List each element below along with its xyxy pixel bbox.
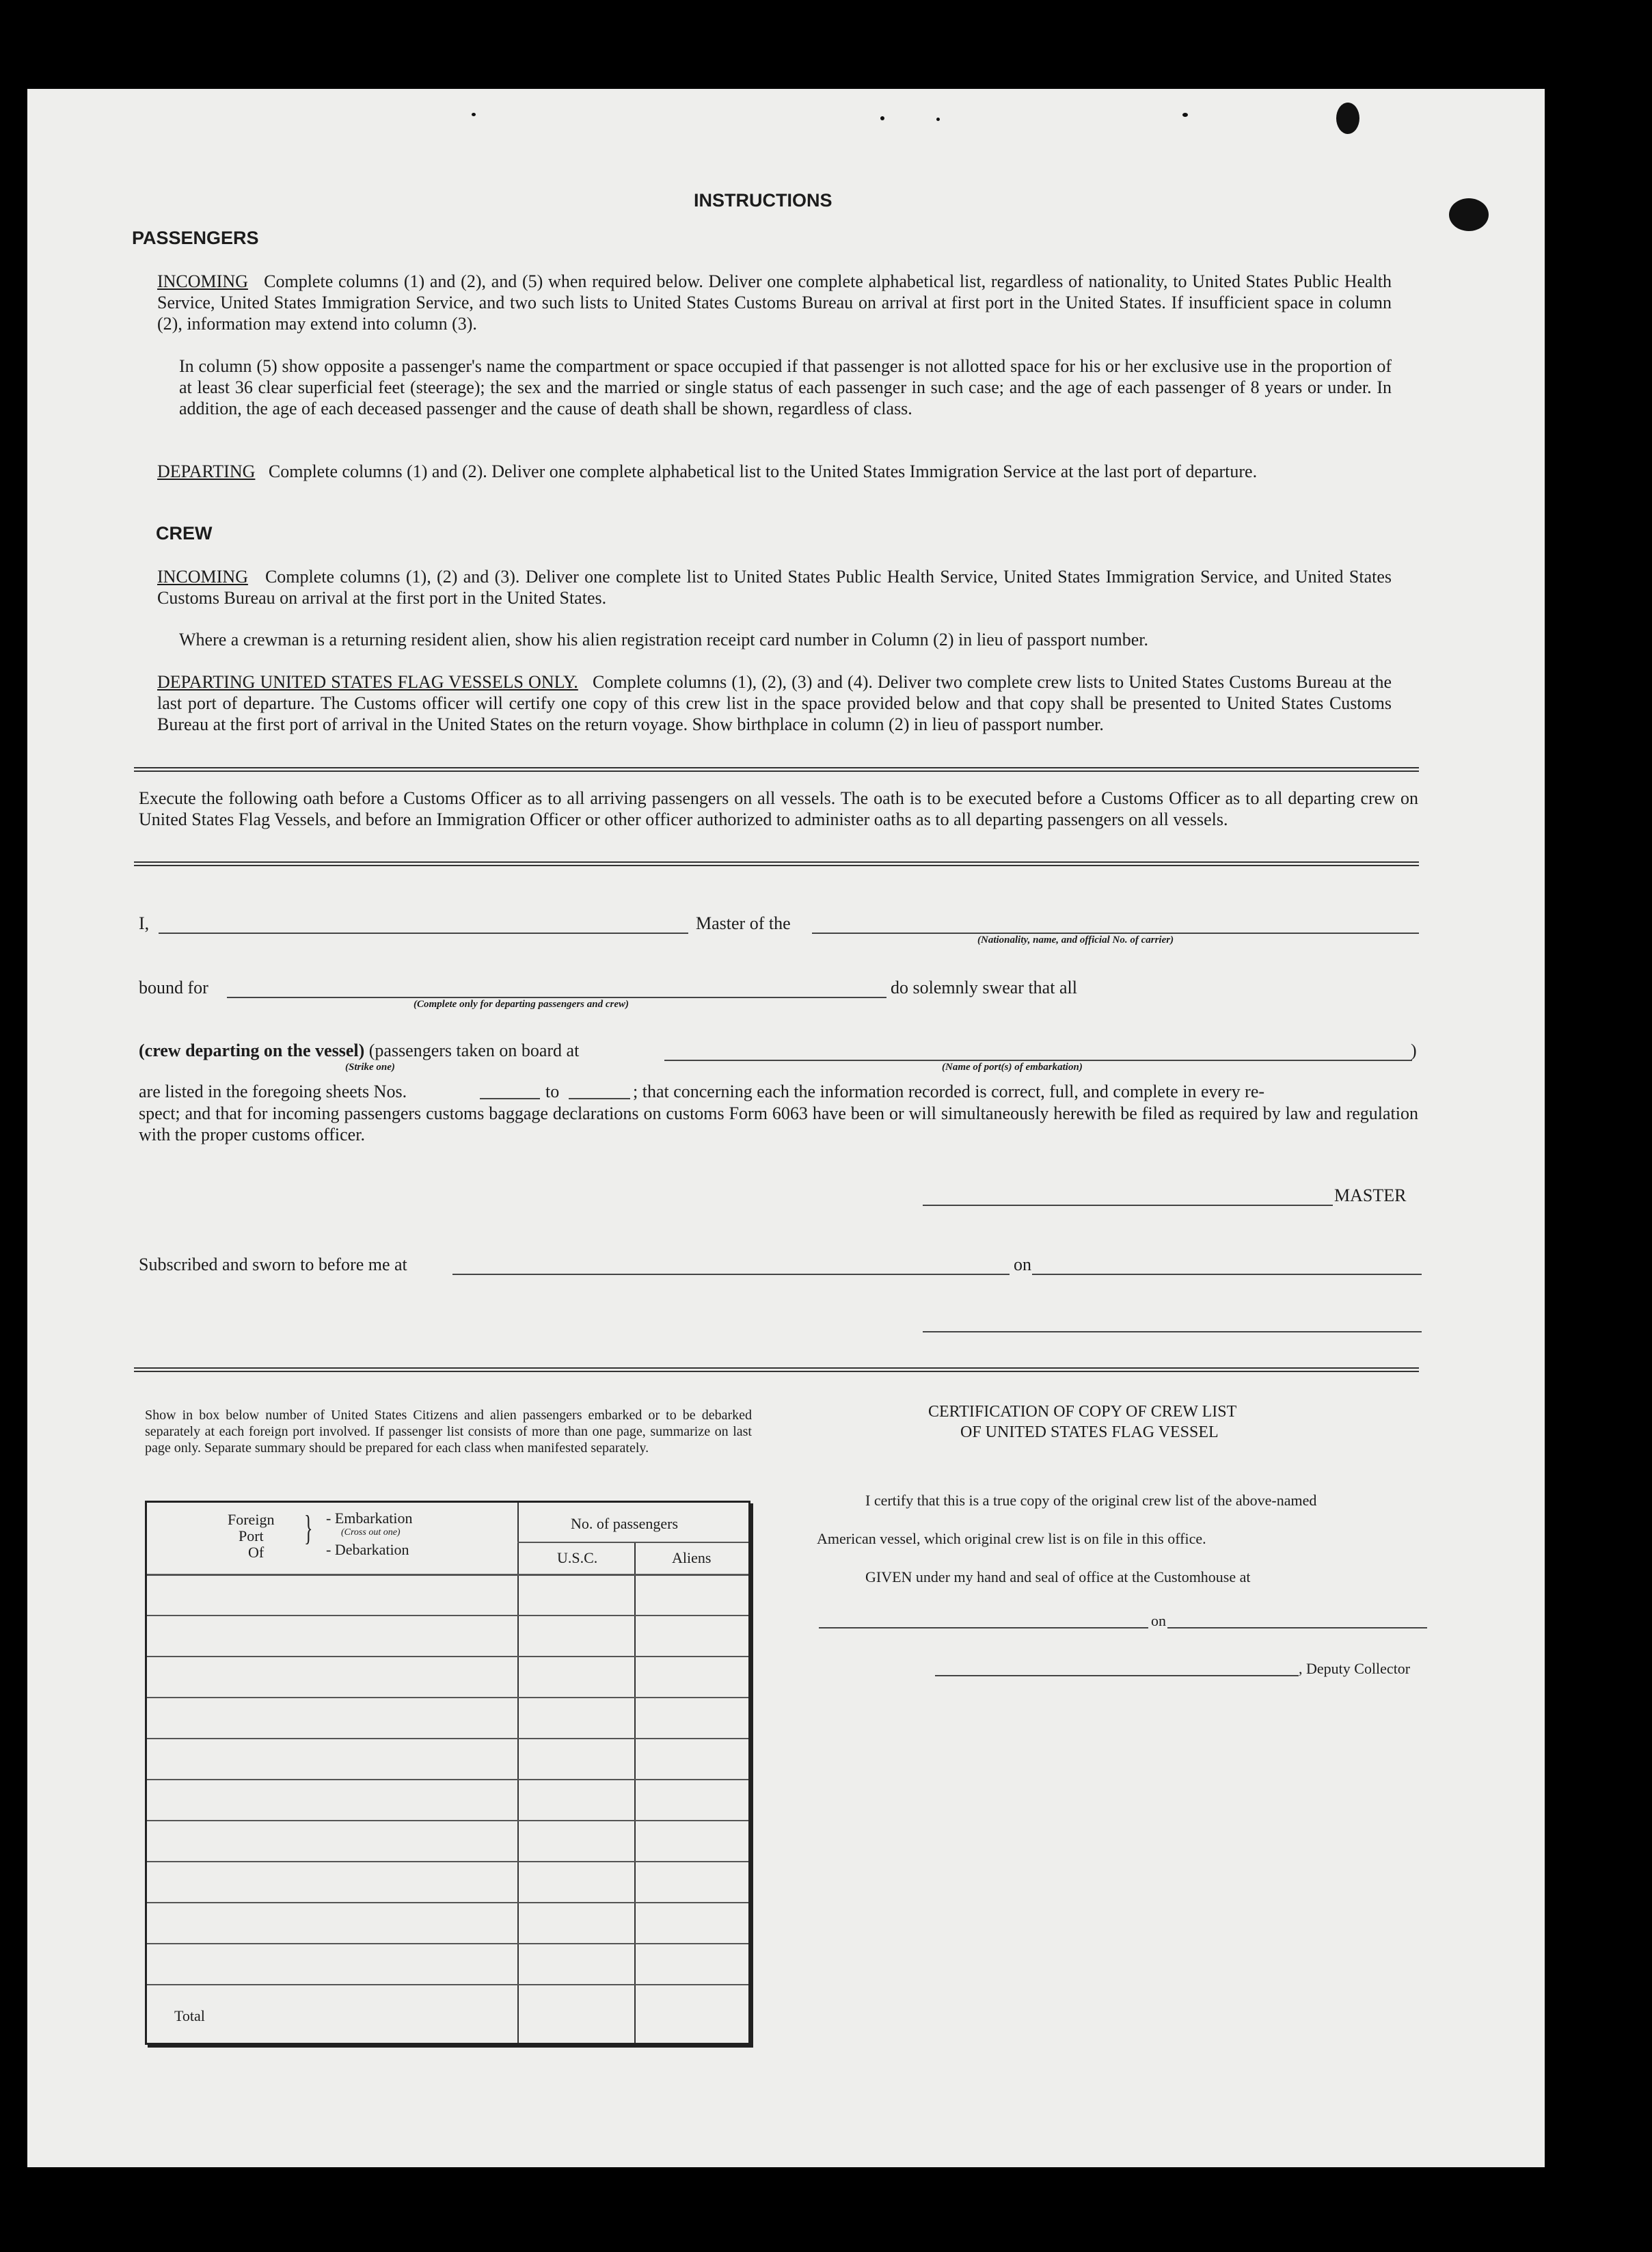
strike-one-caption: (Strike one): [345, 1062, 395, 1073]
crew-departing-label: DEPARTING UNITED STATES FLAG VESSELS ONLY.: [157, 672, 578, 692]
crew-departing-block: [157, 671, 1392, 735]
certify-line-1: I certify that this is a true copy of the original crew list of the above-named: [865, 1492, 1317, 1509]
master-signature-field[interactable]: [923, 1205, 1333, 1206]
speck: [1182, 113, 1188, 117]
certification-title-1: CERTIFICATION OF COPY OF CREW LIST: [928, 1403, 1237, 1421]
usc-header: U.S.C.: [557, 1549, 598, 1566]
ports-field[interactable]: [664, 1060, 1412, 1061]
crew-incoming-text: Complete columns (1), (2) and (3). Deliver one complete list to United States Public Health Service, United States Immigration Service, and United States Customs Bureau on arrival at the first port in the United States.: [157, 567, 1392, 608]
divider: [134, 861, 1419, 866]
passengers-departing-label: DEPARTING: [157, 461, 256, 481]
bound-for-field[interactable]: [227, 997, 886, 998]
speck: [880, 116, 884, 120]
bound-for-label: bound for: [139, 978, 208, 997]
box-instructions: Show in box below number of United States Citizens and alien passengers embarked or to be debarked separately at each foreign port involved. If passenger list consists of more than one page, summarize on last page only. Separate summary should be prepared for each class when manifested separately.: [145, 1408, 752, 1456]
ink-blot: [1449, 198, 1489, 231]
carrier-field[interactable]: [812, 933, 1419, 934]
crew-alien-note: Where a crewman is a returning resident alien, show his alien registration receipt card number in Column (2) in lieu of passport number.: [179, 630, 1149, 649]
cross-out-caption: (Cross out one): [341, 1527, 401, 1538]
column5-instructions: In column (5) show opposite a passenger's name the compartment or space occupied if that passenger is not allotted space for his or her exclusive use in the proportion of at least 36 clear superficial feet (steerage); the sex and the married or single status of each passenger in such case; and the age of each passenger of 8 years or under. In addition, the age of each deceased passenger and the cause of death shall be shown, regardless of class.: [179, 356, 1392, 418]
ink-blot: [1336, 103, 1359, 134]
table-row-line: [147, 1656, 748, 1657]
table-row-line: [147, 1820, 748, 1821]
master-name-field[interactable]: [159, 933, 688, 934]
sheet-to-field[interactable]: [569, 1098, 630, 1099]
passengers-heading: PASSENGERS: [132, 228, 259, 248]
crew-heading: CREW: [156, 523, 213, 544]
divider: [134, 1367, 1419, 1372]
cert-on-label: on: [1151, 1612, 1166, 1629]
port-label: Port: [239, 1527, 264, 1544]
speck: [936, 118, 940, 121]
total-label: Total: [174, 2007, 205, 2024]
table-header-rule: [147, 1574, 748, 1576]
table-row-line: [147, 1943, 748, 1944]
sheet-from-field[interactable]: [480, 1098, 540, 1099]
crew-departing-strike[interactable]: (crew departing on the vessel): [139, 1041, 365, 1060]
brace: }: [304, 1509, 313, 1548]
passengers-incoming-label: INCOMING: [157, 271, 248, 291]
do-swear-text: do solemnly swear that all: [891, 978, 1077, 997]
table-row-line: [147, 1738, 748, 1739]
close-paren: ): [1411, 1041, 1417, 1060]
table-row-line: [147, 1861, 748, 1862]
crew-incoming-label: INCOMING: [157, 567, 248, 587]
of-label: Of: [248, 1544, 265, 1561]
crew-departing-text: Complete columns (1), (2), (3) and (4). Deliver two complete crew lists to United States Customs Bureau at the last port of departure. The Customs officer will certify one copy of this crew list in the space provided below and that copy shall be presented to United States Customs Bureau at the first port of arrival in the United States on the return voyage. Show birthplace in column (2) in lieu of passport number.: [157, 672, 1392, 734]
listed-text-a: are listed in the foregoing sheets Nos.: [139, 1082, 407, 1101]
listed-text-b: ; that concerning each the information recorded is correct, full, and complete in every re-: [633, 1082, 1265, 1101]
passengers-taken-strike[interactable]: (passengers taken on board at: [368, 1041, 580, 1060]
nationality-caption: (Nationality, name, and official No. of carrier): [977, 935, 1174, 946]
foreign-label: Foreign: [228, 1511, 275, 1528]
passengers-incoming-block: [157, 271, 1392, 334]
no-of-passengers-header: No. of passengers: [571, 1515, 679, 1532]
master-label: MASTER: [1334, 1185, 1407, 1205]
passengers-departing-block: [157, 461, 1392, 482]
table-row-line: [147, 1984, 748, 1985]
table-row-line: [147, 1697, 748, 1698]
listed-to: to: [545, 1082, 560, 1101]
page-title: INSTRUCTIONS: [694, 190, 832, 211]
ports-caption: (Name of port(s) of embarkation): [942, 1062, 1083, 1073]
crew-incoming-block: [157, 566, 1392, 608]
certification-title-2: OF UNITED STATES FLAG VESSEL: [960, 1423, 1219, 1441]
table-column-divider: [517, 1503, 519, 2043]
subscribed-label: Subscribed and sworn to before me at: [139, 1255, 407, 1274]
master-of-the-label: Master of the: [696, 913, 791, 933]
sworn-date-field[interactable]: [1032, 1274, 1422, 1275]
cert-date-field[interactable]: [1167, 1627, 1427, 1628]
oath-spect-text: spect; and that for incoming passengers customs baggage declarations on customs Form 6063 have been or will simultaneously herewith be filed as required by law and regulation with the proper customs officer.: [139, 1103, 1418, 1144]
passengers-departing-text: Complete columns (1) and (2). Deliver one complete alphabetical list to the United States Immigration Service at the last port of departure.: [268, 461, 1258, 481]
table-column-divider: [634, 1542, 636, 2043]
debarkation-label[interactable]: - Debarkation: [326, 1541, 409, 1558]
table-header-divider: [517, 1542, 748, 1543]
aliens-header: Aliens: [672, 1549, 712, 1566]
table-row-line: [147, 1615, 748, 1616]
sworn-place-field[interactable]: [452, 1274, 1010, 1275]
oath-intro: Execute the following oath before a Customs Officer as to all arriving passengers on all vessels. The oath is to be executed before a Customs Officer as to all departing crew on United States Flag Vessels, and before an Immigration Officer or other officer authorized to administer oaths as to all departing passengers on all vessels.: [139, 788, 1418, 829]
crew-departing-option: [139, 1041, 579, 1061]
divider: [134, 767, 1419, 772]
deputy-signature-field[interactable]: [935, 1675, 1299, 1676]
embarkation-label[interactable]: - Embarkation: [326, 1510, 413, 1527]
passenger-summary-table: [145, 1501, 750, 2045]
passengers-incoming-text: Complete columns (1) and (2), and (5) when required below. Deliver one complete alphabetical list, regardless of nationality, to United States Public Health Service, United States Immigration Service, and two such lists to United States Customs Bureau on arrival at first port in the United States. If insufficient space in column (2), information may extend into column (3).: [157, 271, 1392, 334]
customhouse-field[interactable]: [819, 1627, 1148, 1628]
officer-signature-field[interactable]: [923, 1331, 1422, 1332]
given-text: GIVEN under my hand and seal of office at the Customhouse at: [865, 1568, 1251, 1585]
deputy-collector-label: , Deputy Collector: [1299, 1660, 1411, 1677]
oath-i-label: I,: [139, 913, 150, 933]
complete-only-caption: (Complete only for departing passengers and crew): [414, 999, 629, 1010]
sworn-on-label: on: [1014, 1255, 1031, 1274]
speck: [472, 113, 476, 116]
certify-line-2: American vessel, which original crew list is on file in this office.: [817, 1530, 1206, 1547]
table-row-line: [147, 1779, 748, 1780]
bleed-through-text: [705, 123, 752, 133]
table-row-line: [147, 1902, 748, 1903]
